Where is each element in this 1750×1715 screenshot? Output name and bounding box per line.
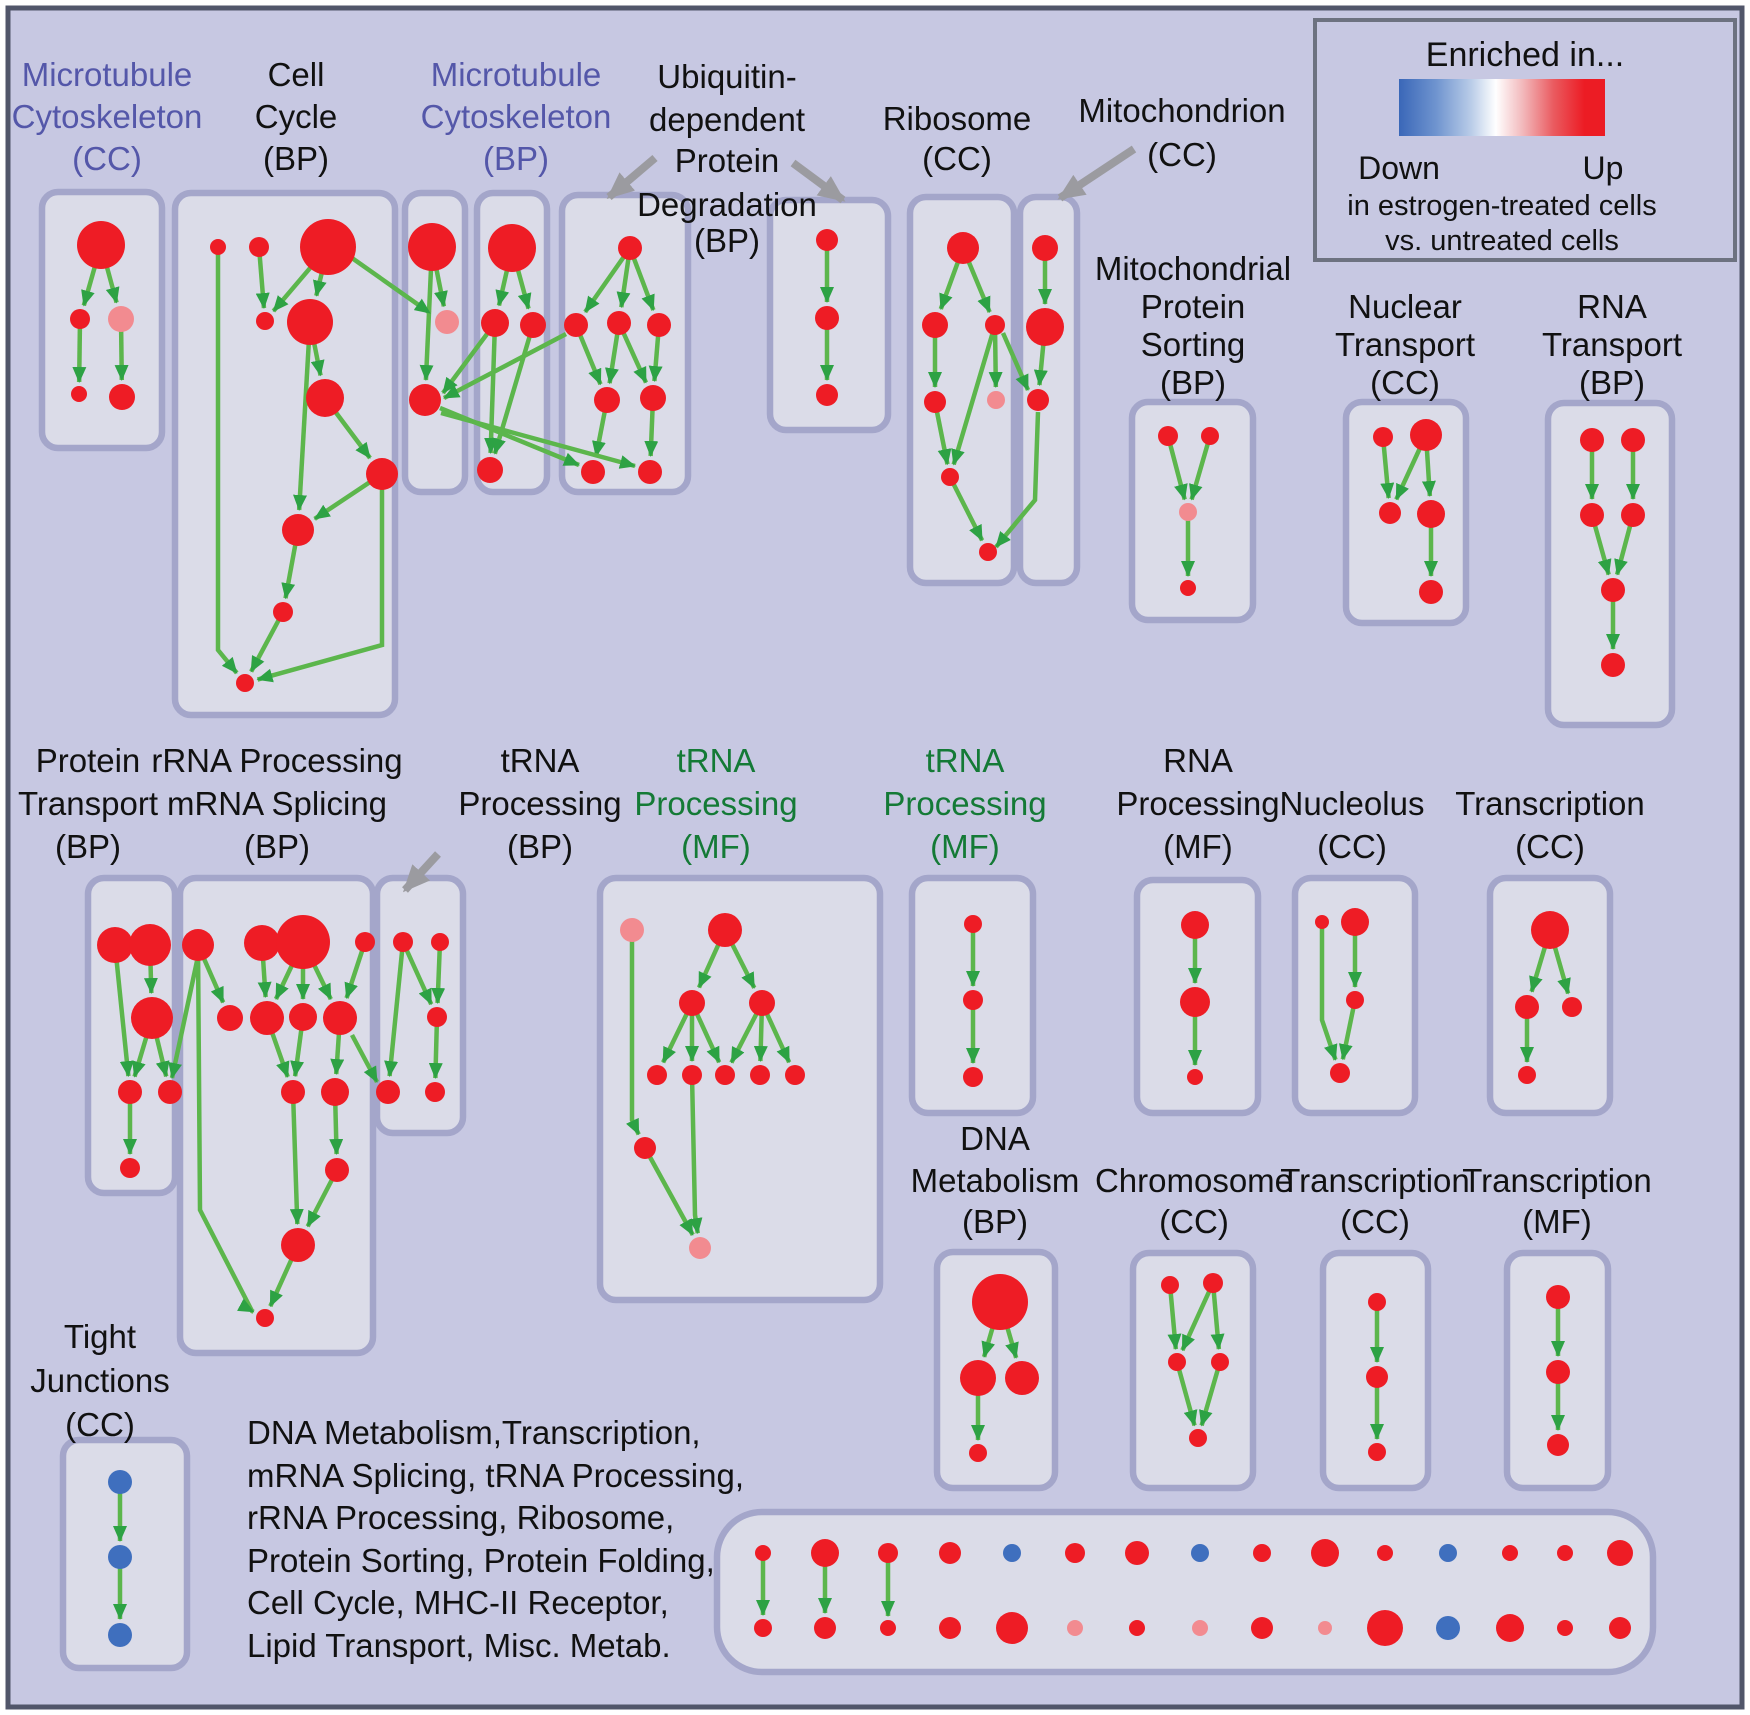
cluster-label-nuclear-transport-cc: (CC) [1370, 364, 1440, 401]
go-term-node [1189, 1429, 1207, 1447]
go-term-node [1026, 308, 1064, 346]
cluster-label-tight-junctions-cc: Tight [63, 1318, 137, 1355]
cluster-label-trna-processing-mf-large: Processing [634, 785, 798, 822]
legend-subtitle-line2: vs. untreated cells [1385, 225, 1619, 257]
cluster-box-trna-processing-mf-large [600, 878, 880, 1300]
go-term-node [1315, 915, 1329, 929]
go-term-node [425, 1082, 445, 1102]
go-term-node [1067, 1620, 1083, 1636]
go-term-node [1251, 1617, 1273, 1639]
go-term-node [71, 386, 87, 402]
misc-text-line: Lipid Transport, Misc. Metab. [247, 1626, 671, 1664]
go-term-node [1609, 1617, 1631, 1639]
go-term-node [236, 674, 254, 692]
cluster-label-rrna-processing-mrna-splicing-bp: rRNA Processing [151, 742, 403, 779]
cluster-label-cell-cycle: (BP) [263, 140, 329, 177]
go-term-node [647, 313, 671, 337]
cluster-label-ubiquitin-degradation-left: (BP) [694, 222, 760, 259]
legend-subtitle-line1: in estrogen-treated cells [1347, 190, 1657, 222]
cluster-label-ubiquitin-degradation-left: dependent [649, 101, 805, 138]
go-term-node [1003, 1544, 1021, 1562]
go-term-node [118, 1080, 142, 1104]
go-term-node [1419, 580, 1443, 604]
legend-down-label: Down [1358, 150, 1440, 186]
misc-text-line: mRNA Splicing, tRNA Processing, [247, 1456, 745, 1494]
go-term-node [1366, 1366, 1388, 1388]
go-term-node [682, 1065, 702, 1085]
go-term-node [816, 384, 838, 406]
go-term-node [878, 1543, 898, 1563]
go-term-node [1436, 1616, 1460, 1640]
cluster-label-tight-junctions-cc: Junctions [30, 1362, 170, 1399]
misc-text-line: rRNA Processing, Ribosome, [247, 1499, 675, 1536]
cluster-label-cell-cycle: Cycle [254, 98, 338, 135]
go-term-node [1367, 1610, 1403, 1646]
cluster-label-nucleolus-cc: (CC) [1317, 828, 1387, 865]
go-term-node [785, 1065, 805, 1085]
go-term-node [979, 543, 997, 561]
legend [1313, 18, 1737, 262]
go-term-node [647, 1065, 667, 1085]
go-term-node [1515, 995, 1539, 1019]
go-term-node [1368, 1293, 1386, 1311]
go-term-node [323, 1001, 357, 1035]
go-term-node [108, 1470, 132, 1494]
go-term-node [1621, 428, 1645, 452]
cluster-label-mitochondrial-protein-sorting-bp: Protein [1140, 288, 1246, 325]
cluster-label-trna-processing-mf-large: (MF) [681, 828, 751, 865]
cluster-label-protein-transport-bp: Transport [18, 785, 158, 822]
go-term-node [963, 1067, 983, 1087]
go-term-node [273, 602, 293, 622]
go-term-node [640, 385, 666, 411]
go-term-node [1546, 1285, 1570, 1309]
go-term-node [131, 997, 173, 1039]
go-term-node [97, 927, 133, 963]
go-term-node [109, 384, 135, 410]
cluster-label-trna-processing-bp: Processing [458, 785, 622, 822]
go-term-node [638, 460, 662, 484]
go-term-node [1179, 503, 1197, 521]
go-term-node [755, 1545, 771, 1561]
go-term-node [1161, 1276, 1179, 1294]
cluster-label-protein-transport-bp: Protein [35, 742, 141, 779]
go-term-node [1187, 1069, 1203, 1085]
cluster-label-transcription-mf: Transcription [1462, 1162, 1652, 1199]
cluster-label-nuclear-transport-cc: Nuclear [1348, 288, 1462, 325]
go-term-node [120, 1158, 140, 1178]
go-term-node [620, 918, 644, 942]
cluster-label-chromosome-cc: (CC) [1159, 1203, 1229, 1240]
go-term-node [1531, 911, 1569, 949]
go-term-node [250, 1001, 284, 1035]
cluster-label-trna-processing-bp: tRNA [500, 742, 580, 779]
go-term-node [972, 1274, 1028, 1330]
go-term-node [289, 1003, 317, 1031]
cluster-label-mitochondrial-protein-sorting-bp: Sorting [1140, 326, 1246, 363]
cluster-label-dna-metabolism-bp: DNA [960, 1120, 1030, 1157]
go-term-node [1341, 908, 1369, 936]
go-term-node [427, 1007, 447, 1027]
cluster-label-transcription-cc-row2: (CC) [1515, 828, 1585, 865]
go-term-node [129, 924, 171, 966]
go-term-node [366, 458, 398, 490]
cluster-label-mitochondrion-cc: (CC) [1147, 136, 1217, 173]
cluster-label-microtubule-cytoskeleton-bp: Microtubule [430, 56, 602, 93]
go-term-node [108, 1545, 132, 1569]
misc-clusters-annotation [247, 1412, 744, 1667]
go-term-node [594, 387, 620, 413]
legend-title: Enriched in... [1425, 36, 1625, 74]
go-term-node [964, 915, 982, 933]
go-term-node [814, 1617, 836, 1639]
legend-gradient-bar [1399, 79, 1605, 136]
go-term-node [481, 309, 509, 337]
cluster-label-mitochondrial-protein-sorting-bp: Mitochondrial [1094, 250, 1292, 287]
go-term-node [1032, 235, 1058, 261]
go-term-node [750, 1065, 770, 1085]
go-term-node [376, 1080, 400, 1104]
go-term-node [276, 915, 330, 969]
go-term-node [963, 990, 983, 1010]
go-term-node [249, 237, 269, 257]
cluster-label-microtubule-cytoskeleton-bp: (BP) [483, 140, 549, 177]
cluster-label-rna-transport-bp: (BP) [1579, 364, 1645, 401]
go-term-node [1621, 503, 1645, 527]
go-term-node [355, 932, 375, 952]
go-term-node [435, 310, 459, 334]
go-term-node [679, 990, 705, 1016]
go-term-node [1180, 987, 1210, 1017]
go-term-node [256, 1309, 274, 1327]
go-term-node [77, 221, 125, 269]
go-term-node [1601, 653, 1625, 677]
cluster-label-trna-processing-mf-small: Processing [883, 785, 1047, 822]
cluster-label-ribosome-cc: Ribosome [882, 100, 1032, 137]
go-term-node [581, 460, 605, 484]
cluster-label-mitochondrial-protein-sorting-bp: (BP) [1160, 364, 1226, 401]
go-term-node [1125, 1541, 1149, 1565]
go-term-node [70, 309, 90, 329]
go-term-node [1410, 419, 1442, 451]
go-term-node [1562, 997, 1582, 1017]
go-term-node [708, 913, 742, 947]
go-term-node [749, 990, 775, 1016]
go-term-node [393, 932, 413, 952]
cluster-label-ubiquitin-degradation-left: Protein [674, 142, 780, 179]
cluster-label-rrna-processing-mrna-splicing-bp: (BP) [244, 828, 310, 865]
cluster-label-dna-metabolism-bp: (BP) [962, 1203, 1028, 1240]
go-term-node [1168, 1353, 1186, 1371]
cluster-label-transcription-cc-row3: (CC) [1340, 1203, 1410, 1240]
go-term-node [987, 391, 1005, 409]
go-term-node [158, 1080, 182, 1104]
cluster-label-chromosome-cc: Chromosome [1094, 1162, 1294, 1199]
go-term-node [939, 1542, 961, 1564]
cluster-label-microtubule-cytoskeleton-cc: Microtubule [21, 56, 193, 93]
go-term-node [689, 1237, 711, 1259]
go-term-node [409, 384, 441, 416]
cluster-label-tight-junctions-cc: (CC) [65, 1406, 135, 1443]
go-term-node [715, 1065, 735, 1085]
go-term-node [1580, 503, 1604, 527]
go-term-node [947, 232, 979, 264]
cluster-label-ubiquitin-degradation-left: Ubiquitin- [657, 58, 797, 95]
go-term-node [108, 306, 134, 332]
cluster-label-microtubule-cytoskeleton-cc: Cytoskeleton [11, 98, 203, 135]
go-term-node [1158, 426, 1178, 446]
go-term-node [1192, 1620, 1208, 1636]
go-term-node [1129, 1620, 1145, 1636]
go-term-node [939, 1617, 961, 1639]
go-term-node [922, 312, 948, 338]
go-term-node [1496, 1614, 1524, 1642]
cluster-label-nucleolus-cc: Nucleolus [1279, 785, 1425, 822]
cluster-label-rna-processing-mf: RNA [1163, 742, 1233, 779]
go-term-node [520, 312, 546, 338]
go-term-node [431, 933, 449, 951]
go-term-node [1439, 1544, 1457, 1562]
go-term-node [210, 239, 226, 255]
go-term-node [941, 468, 959, 486]
go-term-node [1181, 911, 1209, 939]
go-term-node [1330, 1063, 1350, 1083]
cluster-label-transcription-cc-row2: Transcription [1455, 785, 1645, 822]
go-term-node [1580, 428, 1604, 452]
go-term-node [1201, 427, 1219, 445]
go-term-node [108, 1623, 132, 1647]
go-term-node [1417, 500, 1445, 528]
go-term-node [300, 219, 356, 275]
go-term-node [488, 224, 536, 272]
go-term-node [996, 1612, 1028, 1644]
go-term-node [217, 1005, 243, 1031]
misc-text-line: DNA Metabolism,Transcription, [247, 1414, 701, 1451]
go-term-node [1601, 578, 1625, 602]
go-term-node [306, 379, 344, 417]
cluster-label-rna-processing-mf: (MF) [1163, 828, 1233, 865]
cluster-box-rna-transport-bp [1548, 403, 1672, 725]
go-term-node [1518, 1066, 1536, 1084]
cluster-label-trna-processing-mf-large: tRNA [676, 742, 756, 779]
cluster-box-nuclear-transport-cc [1346, 402, 1466, 623]
cluster-box-chromosome-cc [1133, 1253, 1253, 1488]
cluster-label-protein-transport-bp: (BP) [55, 828, 121, 865]
go-term-node [811, 1539, 839, 1567]
misc-text-line: Cell Cycle, MHC-II Receptor, [247, 1584, 669, 1621]
go-term-node [1203, 1273, 1223, 1293]
go-term-node [281, 1228, 315, 1262]
go-term-node [969, 1444, 987, 1462]
go-term-node [1546, 1360, 1570, 1384]
go-term-node [1065, 1543, 1085, 1563]
go-term-node [1346, 991, 1364, 1009]
go-term-node [634, 1137, 656, 1159]
go-term-node [880, 1620, 896, 1636]
go-term-node [1311, 1539, 1339, 1567]
go-term-node [1191, 1544, 1209, 1562]
go-term-node [182, 929, 214, 961]
cluster-label-ubiquitin-degradation-left: Degradation [637, 186, 817, 223]
go-term-node [1377, 1545, 1393, 1561]
cluster-label-mitochondrion-cc: Mitochondrion [1078, 92, 1286, 129]
go-term-node [408, 223, 456, 271]
go-term-node [960, 1360, 996, 1396]
cluster-label-dna-metabolism-bp: Metabolism [910, 1162, 1080, 1199]
cluster-label-transcription-mf: (MF) [1522, 1203, 1592, 1240]
cluster-label-cell-cycle: Cell [267, 56, 325, 93]
go-term-node [816, 229, 838, 251]
go-term-node [1379, 502, 1401, 524]
cluster-label-rna-transport-bp: RNA [1577, 288, 1647, 325]
go-term-node [281, 1080, 305, 1104]
edge-arrow [438, 942, 440, 1003]
cluster-label-ribosome-cc: (CC) [922, 140, 992, 177]
cluster-label-rna-processing-mf: Processing [1116, 785, 1280, 822]
go-term-node [1211, 1353, 1229, 1371]
cluster-label-transcription-cc-row3: Transcription [1280, 1162, 1470, 1199]
cluster-label-microtubule-cytoskeleton-cc: (CC) [72, 140, 142, 177]
go-term-node [287, 299, 333, 345]
cluster-box-misc-metabolism-group [717, 1512, 1653, 1672]
cluster-label-nuclear-transport-cc: Transport [1335, 326, 1475, 363]
go-term-node [1180, 580, 1196, 596]
go-term-node [1373, 427, 1393, 447]
go-term-node [477, 457, 503, 483]
go-term-node [1005, 1361, 1039, 1395]
go-term-node [924, 391, 946, 413]
cluster-label-trna-processing-mf-small: (MF) [930, 828, 1000, 865]
go-term-node [1318, 1621, 1332, 1635]
go-term-node [321, 1078, 349, 1106]
go-term-node [1368, 1443, 1386, 1461]
go-term-node [1027, 389, 1049, 411]
go-term-node [1557, 1545, 1573, 1561]
cluster-label-trna-processing-bp: (BP) [507, 828, 573, 865]
go-term-node [1607, 1540, 1633, 1566]
misc-text-line: Protein Sorting, Protein Folding, [247, 1541, 715, 1579]
cluster-label-microtubule-cytoskeleton-bp: Cytoskeleton [420, 98, 612, 135]
go-term-node [618, 236, 642, 260]
cluster-label-rrna-processing-mrna-splicing-bp: mRNA Splicing [166, 785, 388, 822]
cluster-box-cell-cycle [175, 193, 395, 715]
go-term-node [256, 312, 274, 330]
go-term-node [1547, 1434, 1569, 1456]
legend-up-label: Up [1582, 150, 1624, 186]
go-term-node [1557, 1620, 1573, 1636]
go-term-node [1502, 1545, 1518, 1561]
go-term-node [244, 925, 280, 961]
go-term-node [754, 1619, 772, 1637]
go-term-node [1253, 1544, 1271, 1562]
go-term-node [607, 311, 631, 335]
go-term-node [815, 306, 839, 330]
go-term-node [325, 1158, 349, 1182]
go-term-node [985, 315, 1005, 335]
cluster-label-trna-processing-mf-small: tRNA [925, 742, 1005, 779]
go-term-node [564, 313, 588, 337]
go-term-node [282, 514, 314, 546]
cluster-label-rna-transport-bp: Transport [1542, 326, 1682, 363]
